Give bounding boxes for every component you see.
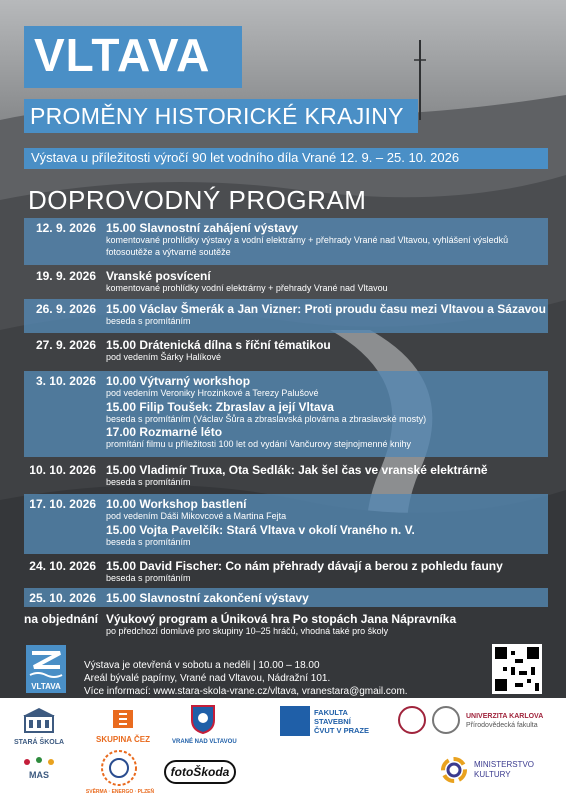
cez-mark-icon xyxy=(111,708,135,730)
program-date: 12. 9. 2026 xyxy=(35,221,96,235)
poster-subtitle: PROMĚNY HISTORICKÉ KRAJINY xyxy=(30,103,404,129)
program-row xyxy=(24,460,548,493)
event-detail: beseda s promítáním xyxy=(106,477,191,487)
mk-circle-icon xyxy=(440,756,468,784)
poster-title: VLTAVA xyxy=(34,29,211,81)
program-heading: DOPROVODNÝ PROGRAM xyxy=(28,185,367,215)
program-row xyxy=(24,494,548,554)
program-date: 3. 10. 2026 xyxy=(35,374,96,388)
vltava-logo xyxy=(26,645,66,693)
opening-hours: Výstava je otevřená v sobotu a neděli | 10.00 – 18.00 xyxy=(84,660,320,671)
program-row xyxy=(24,556,548,587)
event-title: 15.00 Václav Šmerák a Jan Vizner: Proti proudu času mezi Vltavou a Sázavou xyxy=(106,302,546,316)
event-detail: pod vedením Veroniky Hrozinkové a Terezy Palušové xyxy=(106,388,319,398)
stara-skola-logo xyxy=(14,706,64,746)
program-date: 25. 10. 2026 xyxy=(29,591,96,605)
contact-info[interactable]: Více informací: www.stara-skola-vrane.cz/vltava, vranestara@gmail.com. xyxy=(84,686,408,697)
event-title: Výukový program a Úniková hra Po stopách Jana Nápravníka xyxy=(106,612,457,626)
mas-logo xyxy=(14,754,64,789)
event-title: 15.00 Filip Toušek: Zbraslav a její Vltava xyxy=(106,399,334,414)
event-detail: pod vedením Šárky Halíkové xyxy=(106,352,222,362)
qr-code[interactable] xyxy=(492,644,542,694)
sverma-logo xyxy=(96,748,142,793)
program-row xyxy=(24,609,548,639)
mk-line2: KULTURY xyxy=(474,770,511,779)
mas-label: MAS xyxy=(29,770,49,780)
program-date: 19. 9. 2026 xyxy=(35,269,96,283)
event-detail: po předchozí domluvě pro skupiny 10–25 hráčů, vhodná také pro školy xyxy=(106,626,389,636)
dates-box xyxy=(24,148,548,169)
sponsor-bar xyxy=(0,698,566,800)
mas-figures-icon xyxy=(19,754,59,784)
uk-seal-icon xyxy=(398,706,426,734)
uk-line1: UNIVERZITA KARLOVA xyxy=(466,713,544,720)
qr-code-icon xyxy=(495,647,539,691)
program-row xyxy=(24,588,548,607)
event-detail: beseda s promítáním xyxy=(106,573,191,583)
event-detail: beseda s promítáním xyxy=(106,316,191,326)
sverma-seal-icon xyxy=(99,748,139,788)
mk-line1: MINISTERSTVO xyxy=(474,760,535,769)
program-row xyxy=(24,299,548,333)
event-title: 15.00 Vojta Pavelčík: Stará Vltava v okolí Vraného n. V. xyxy=(106,522,415,537)
fsv-mark-icon xyxy=(280,706,310,736)
program-row xyxy=(24,266,548,297)
program-date: 27. 9. 2026 xyxy=(35,338,96,352)
program-date: na objednání xyxy=(24,612,99,626)
cez-logo xyxy=(92,708,154,744)
event-title: 15.00 Drátenická dílna s říční tématikou xyxy=(106,338,331,352)
sverma-label: SVĚRMA · ENERGO · PLZEŇ xyxy=(85,789,155,795)
program-row xyxy=(24,218,548,265)
wave-icon xyxy=(26,645,66,681)
event-detail: komentované prohlídky výstavy a vodní elektrárny + přehrady Vrané nad Vltavou, vyhlášení výsledků xyxy=(106,235,509,245)
exhibition-dates: Výstava u příležitosti výročí 90 let vodního díla Vrané 12. 9. – 25. 10. 2026 xyxy=(31,150,460,165)
cez-label: SKUPINA ČEZ xyxy=(96,735,150,744)
event-title: 15.00 David Fischer: Co nám přehrady dávají a berou z pohledu fauny xyxy=(106,559,503,573)
program-row xyxy=(24,371,548,457)
event-title: 10.00 Výtvarný workshop xyxy=(106,374,251,388)
stara-skola-label: STARÁ ŠKOLA xyxy=(14,739,65,746)
event-detail: pod vedením Dáši Mikovcové a Martina Fejta xyxy=(106,511,287,521)
title-box xyxy=(24,26,242,88)
coat-of-arms-icon xyxy=(190,704,216,734)
event-title: 17.00 Rozmarné léto xyxy=(106,425,223,439)
program-date: 26. 9. 2026 xyxy=(35,302,96,316)
program-date: 17. 10. 2026 xyxy=(29,497,96,511)
program-row xyxy=(24,335,548,369)
event-detail: promítání filmu u příležitosti 100 let od vydání Vančurovy stejnojmenné knihy xyxy=(106,439,411,449)
event-title: 10.00 Workshop bastlení xyxy=(106,497,247,511)
event-detail: fotosoutěže a výtvarné soutěže xyxy=(106,246,231,257)
event-detail: beseda s promítáním (Václav Šůra a zbraslavská plovárna a zbraslavské mosty) xyxy=(106,413,427,424)
event-detail: beseda s promítáním xyxy=(106,536,191,547)
program-date: 10. 10. 2026 xyxy=(29,463,96,477)
venue-address: Areál bývalé papírny, Vrané nad Vltavou, Nádražní 101. xyxy=(84,673,331,684)
school-building-icon xyxy=(19,706,59,734)
event-title: 15.00 Slavnostní zakončení výstavy xyxy=(106,591,309,605)
event-title: 15.00 Vladimír Truxa, Ota Sedlák: Jak šel čas ve vranské elektrárně xyxy=(106,463,488,477)
event-title: 15.00 Slavnostní zahájení výstavy xyxy=(106,221,299,235)
vrane-logo xyxy=(172,704,237,745)
fotoskoda-logo: fotoŠkoda xyxy=(164,760,236,784)
program-date: 24. 10. 2026 xyxy=(29,559,96,573)
uk-line2: Přírodovědecká fakulta xyxy=(466,722,538,729)
fsv-line2: STAVEBNÍ xyxy=(314,717,351,726)
fsv-line1: FAKULTA xyxy=(314,708,348,717)
event-detail: komentované prohlídky vodní elektrárny + přehrady Vrané nad Vltavou xyxy=(106,283,388,293)
event-title: Vranské posvícení xyxy=(106,269,211,283)
vltava-logo-label: VLTAVA xyxy=(31,682,61,691)
vrane-label: VRANÉ NAD VLTAVOU xyxy=(172,739,237,745)
faculty-seal-icon xyxy=(432,706,460,734)
visitor-info xyxy=(84,659,408,698)
fsv-line3: ČVUT V PRAZE xyxy=(314,726,370,735)
subtitle-box xyxy=(24,99,418,133)
